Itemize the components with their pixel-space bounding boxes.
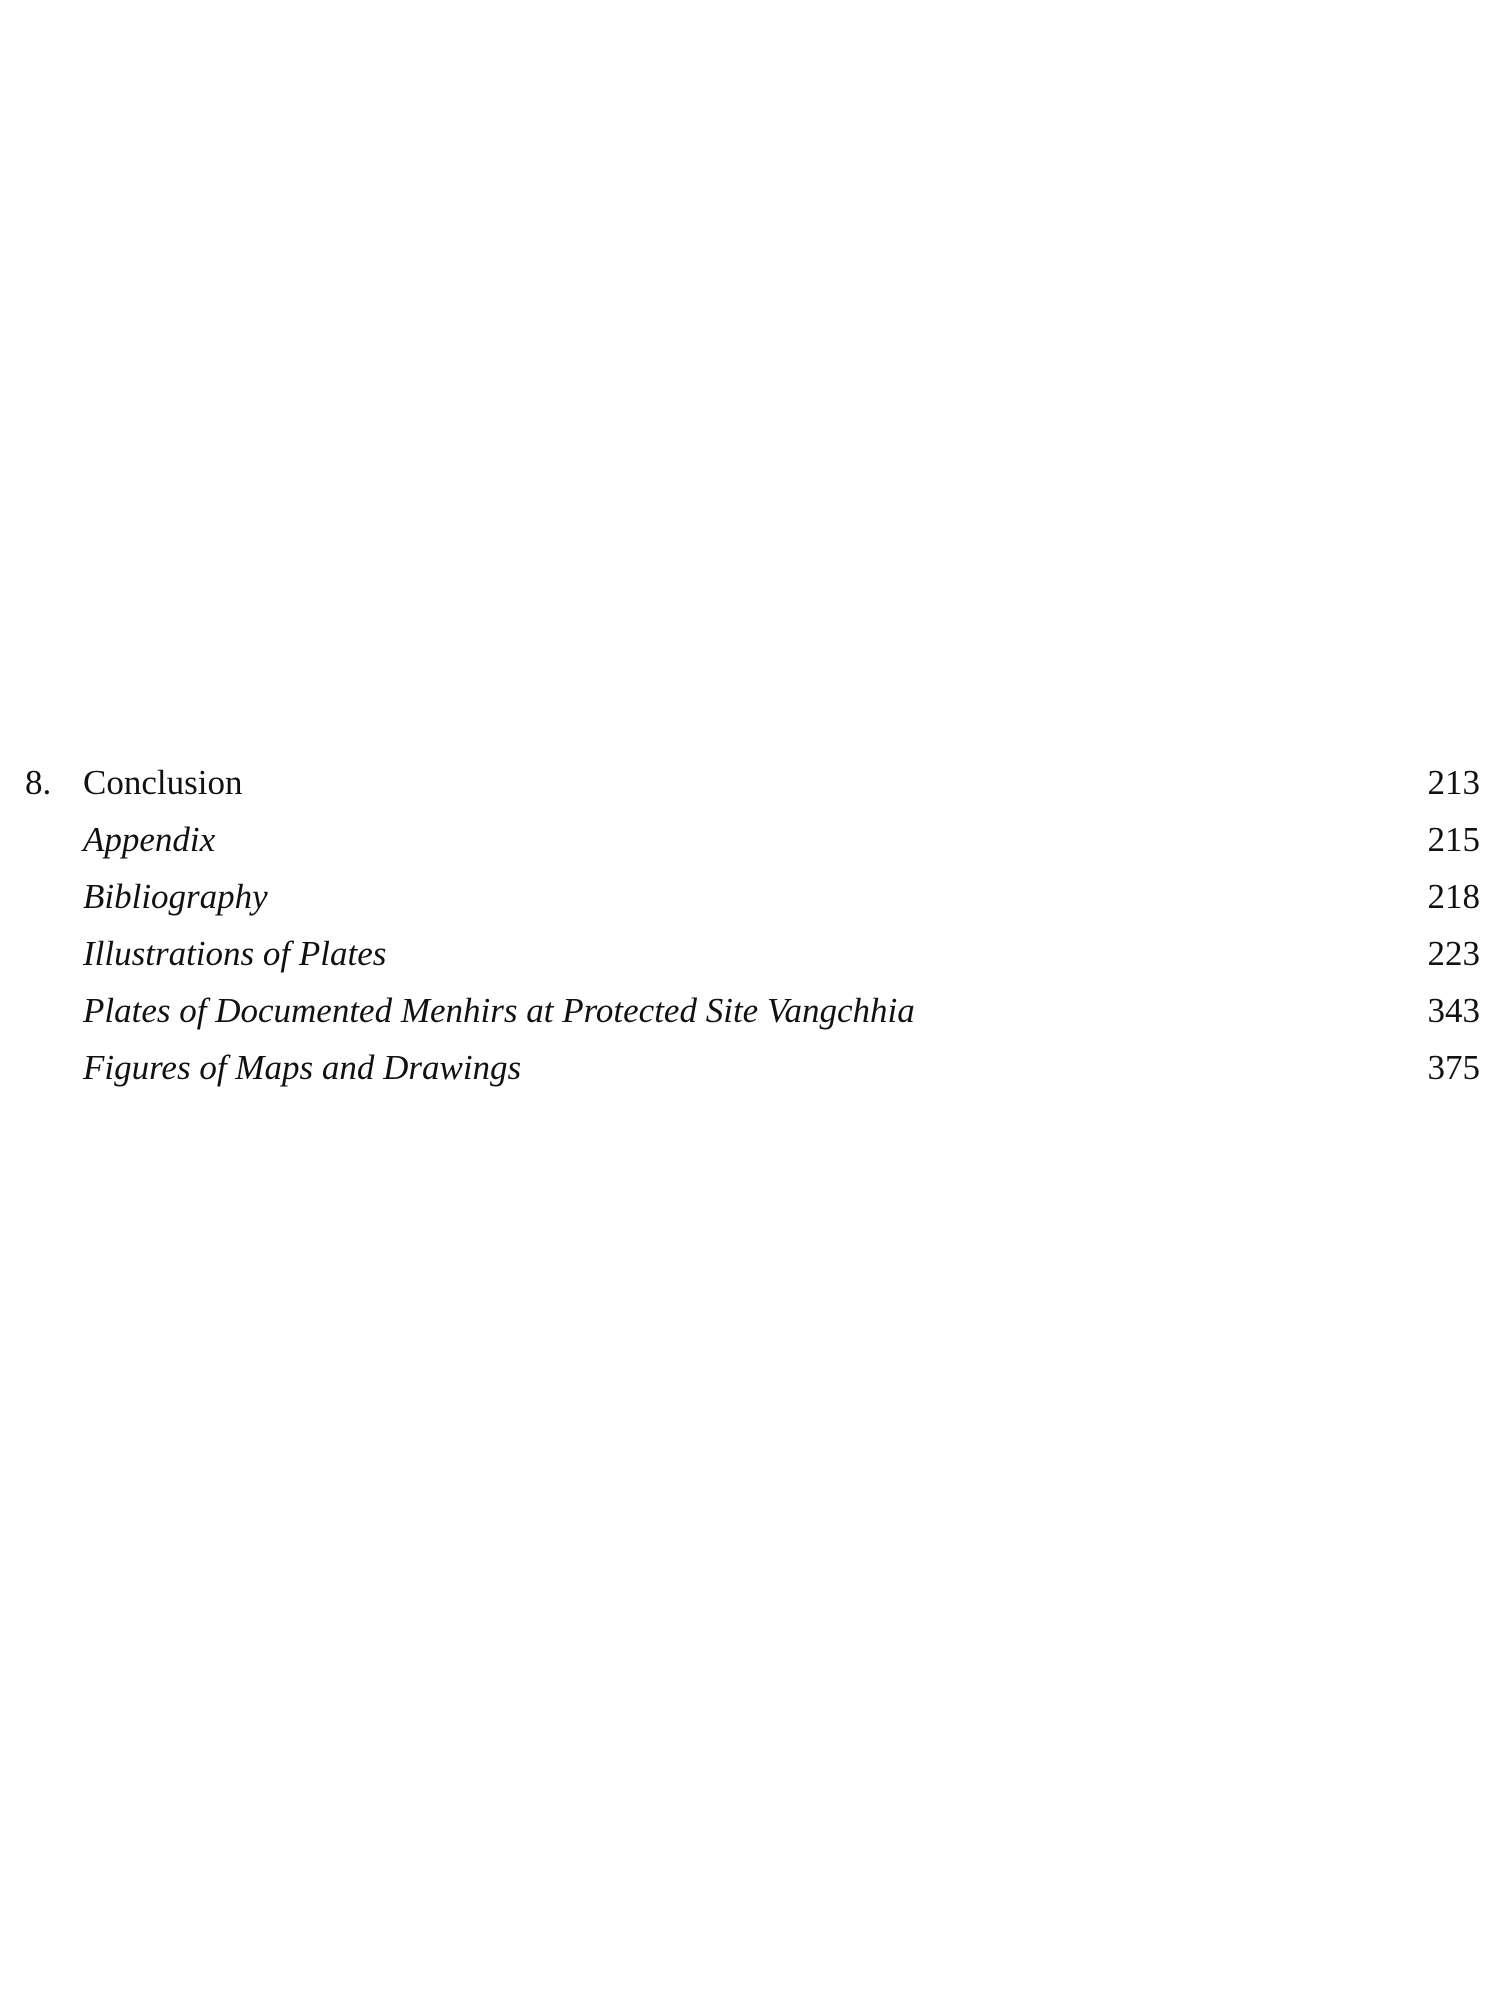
table-of-contents: [0, 758, 1500, 1100]
toc-entry-title: Bibliography: [83, 877, 268, 916]
toc-entry-title: Plates of Documented Menhirs at Protected Site Vangchhia: [83, 991, 915, 1030]
toc-entry-conclusion: [0, 758, 1500, 815]
toc-entry-title: Conclusion: [83, 763, 243, 802]
toc-entry-illustrations-of-plates: [0, 929, 1500, 986]
toc-entry-page: 215: [1427, 820, 1480, 859]
toc-entry-figures-of-maps-and-drawings: [0, 1043, 1500, 1100]
toc-entry-page: 223: [1427, 934, 1480, 973]
toc-entry-title: Appendix: [83, 820, 216, 859]
toc-entry-appendix: [0, 815, 1500, 872]
toc-entry-title: Figures of Maps and Drawings: [83, 1048, 522, 1087]
toc-entry-title: Illustrations of Plates: [83, 934, 387, 973]
toc-entry-page: 343: [1427, 991, 1480, 1030]
toc-entry-page: 218: [1427, 877, 1480, 916]
toc-entry-page: 213: [1427, 763, 1480, 802]
toc-entry-number: 8.: [25, 763, 52, 802]
toc-entry-bibliography: [0, 872, 1500, 929]
toc-entry-page: 375: [1427, 1048, 1480, 1087]
toc-entry-plates-of-documented-menhirs: [0, 986, 1500, 1043]
